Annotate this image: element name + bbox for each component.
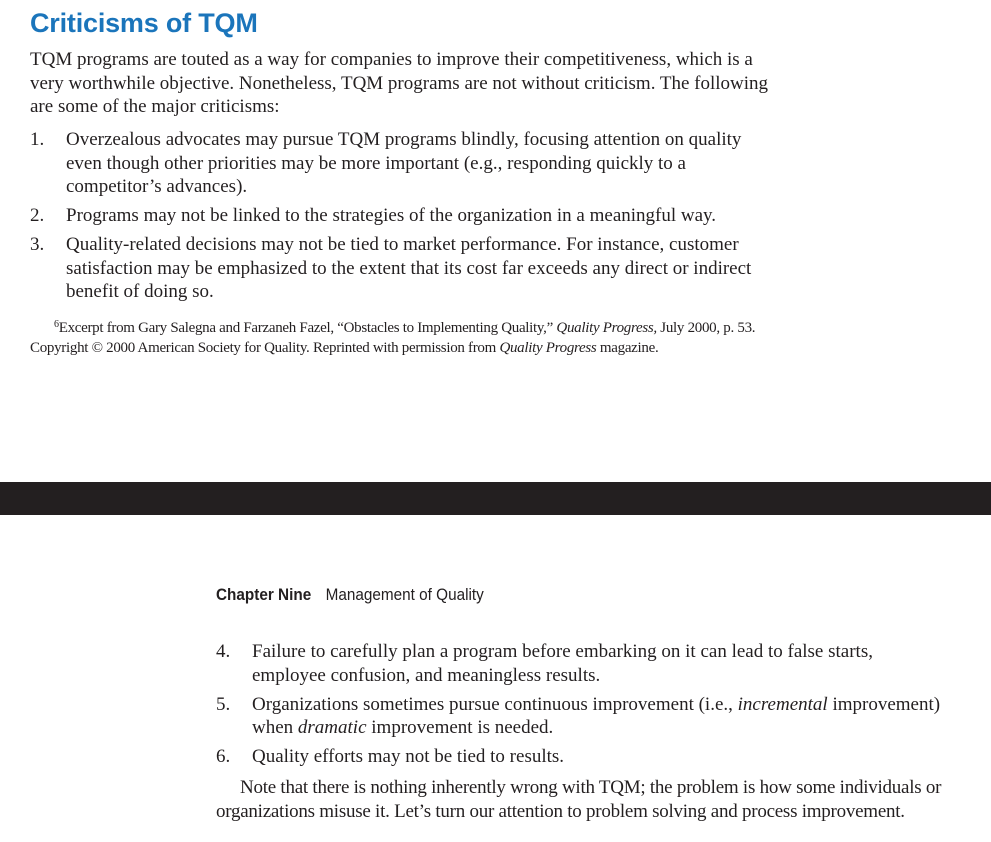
item-number: 5. [216, 693, 231, 715]
footnote-text-a: Excerpt from Gary Salegna and Farzaneh Fazel, “Obstacles to Implementing Quality,” [58, 320, 557, 336]
emphasis-incremental: incremental [737, 693, 828, 715]
item-text: Quality efforts may not be tied to results. [252, 746, 565, 767]
item-number: 2. [30, 205, 45, 226]
chapter-title: Management of Quality [325, 585, 484, 604]
page-divider [0, 482, 991, 515]
item-text: Programs may not be linked to the strategies of the organization in a meaningful way. [66, 205, 717, 226]
item-text: Failure to carefully plan a program before embarking on it can lead to false starts, employee confusion, and meaningless results. [252, 641, 873, 686]
list-item [216, 640, 946, 687]
item-text-c: improvement is needed. [366, 717, 554, 738]
item-number: 6. [216, 746, 231, 767]
footnote-marker: 6 [54, 319, 59, 330]
list-item [30, 204, 760, 228]
item-text: Overzealous advocates may pursue TQM programs blindly, focusing attention on quality even though other priorities may be more important (e.g., responding quickly to a competitor’s advances). [66, 129, 742, 197]
running-head [216, 585, 484, 605]
intro-paragraph: TQM programs are touted as a way for companies to improve their competitiveness, which is a very worthwhile objective. Nonetheless, TQM programs are not without criticism. The following are some of the major criticisms: [30, 49, 769, 117]
item-text-a: Organizations sometimes pursue continuous improvement (i.e., [252, 693, 738, 715]
footnote [30, 318, 770, 358]
item-text [252, 694, 940, 739]
emphasis-dramatic: dramatic [297, 717, 367, 738]
item-text: Quality-related decisions may not be tied to market performance. For instance, customer satisfaction may be emphasized to the extent that its cost far exceeds any direct or indirect benefit of doing so. [66, 234, 752, 302]
list-item [30, 128, 760, 199]
list-item [30, 233, 760, 304]
closing-paragraph: Note that there is nothing inherently wrong with TQM; the problem is how some individuals or organizations misuse it. Let’s turn our attention to problem solving and process improvement. [216, 777, 942, 822]
item-number: 3. [30, 234, 45, 255]
item-number: 1. [30, 129, 45, 150]
section-heading: Criticisms of TQM [30, 8, 258, 38]
list-item [216, 693, 946, 740]
footnote-journal-title: Quality Progress, [556, 320, 657, 336]
criticisms-list-part2 [216, 640, 946, 774]
list-item [216, 745, 946, 769]
footnote-text-c: magazine. [596, 340, 659, 356]
footnote-text-b: July 2000, p. 53. Copyright © 2000 American Society for Quality. Reprinted with permission from [30, 320, 756, 356]
chapter-label: Chapter Nine [216, 585, 312, 604]
criticisms-list-part1 [30, 128, 760, 309]
item-number: 4. [216, 641, 231, 662]
footnote-journal-title: Quality Progress [499, 340, 597, 356]
item-text-b: improvement) when [252, 693, 941, 738]
